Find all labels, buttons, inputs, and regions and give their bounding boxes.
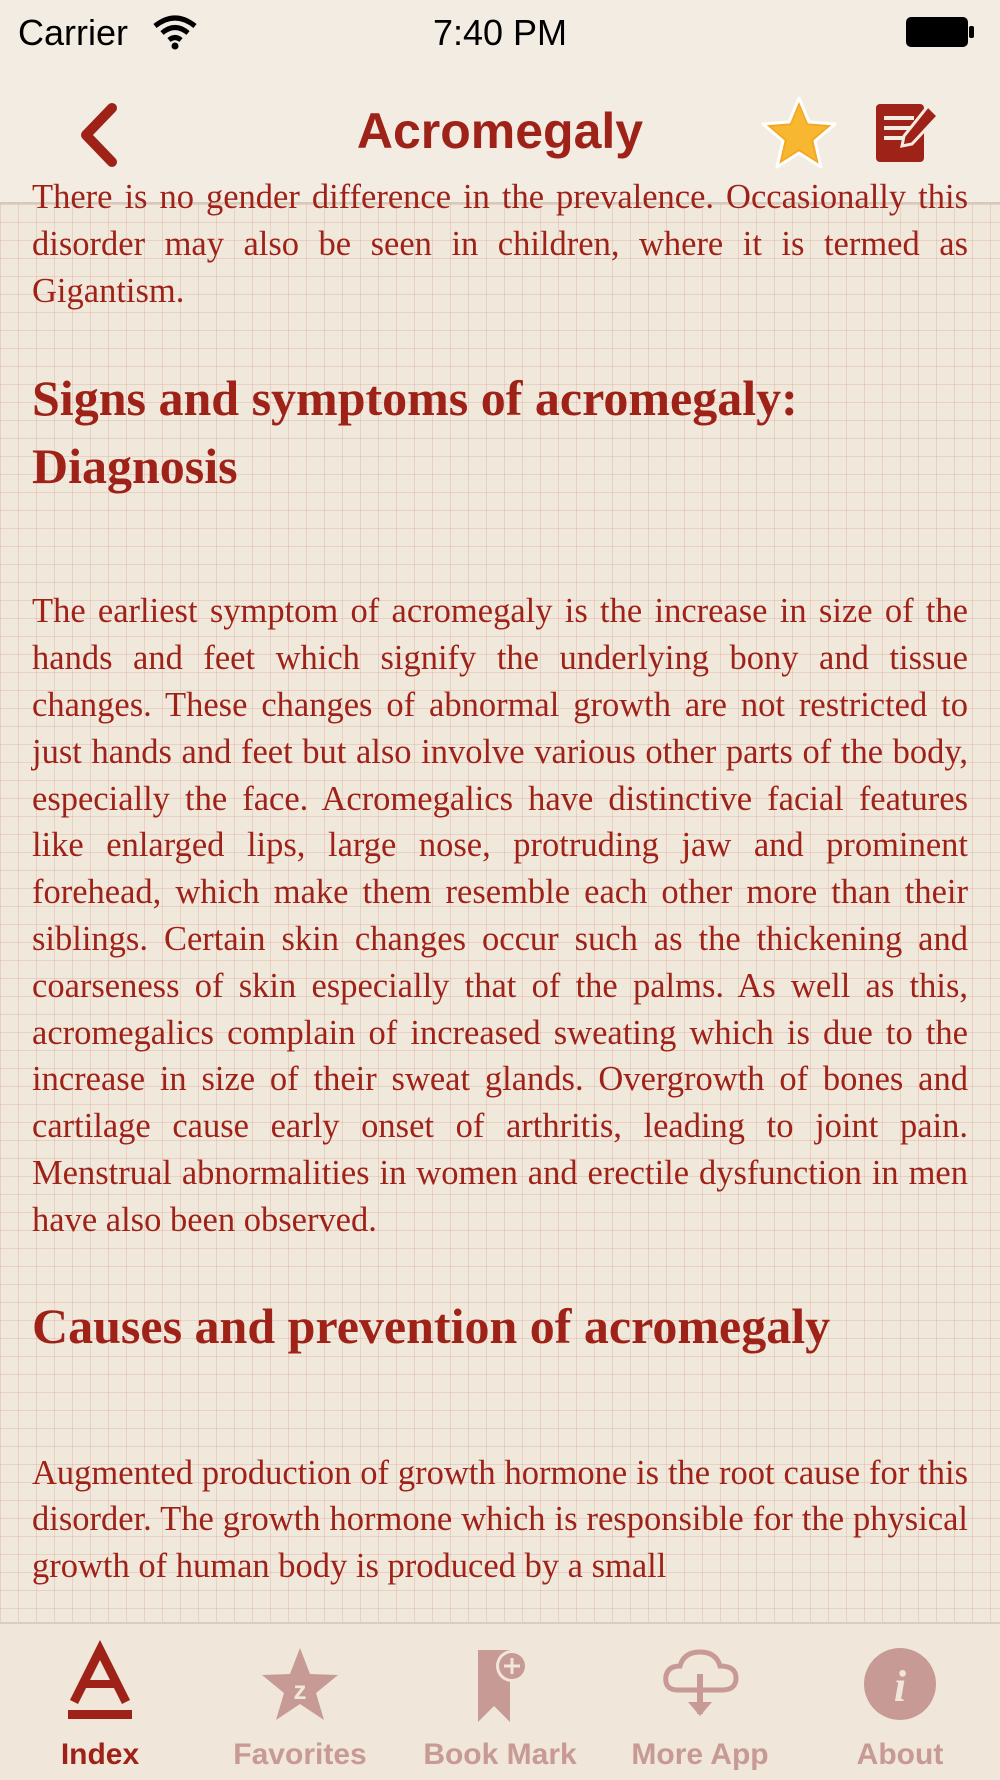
tab-bookmark-label: Book Mark — [423, 1738, 577, 1771]
page-title: Acromegaly — [356, 103, 644, 159]
svg-text:z: z — [293, 1675, 307, 1705]
intro-paragraph: There is no gender difference in the prevalence. Occasionally this disorder may also be seen in children, where it is termed as Gigantism. — [32, 178, 968, 310]
tab-favorites-label: Favorites — [233, 1738, 367, 1771]
tab-bar — [0, 1622, 1000, 1780]
tab-index-label: Index — [60, 1738, 140, 1771]
cloud-download-icon — [660, 1644, 740, 1724]
battery-icon — [905, 16, 975, 48]
article-scroll-area[interactable] — [0, 178, 1000, 1622]
status-bar — [0, 0, 1000, 66]
carrier-label: Carrier — [18, 12, 129, 53]
tab-more-app[interactable] — [600, 1624, 800, 1780]
favorite-star-button[interactable] — [760, 94, 838, 172]
article-body — [32, 174, 968, 1590]
causes-paragraph: Augmented production of growth hormone is the root cause for this disorder. The growth hormone which is responsible for the physical growth of human body is produced by a small — [32, 1453, 968, 1586]
tab-index[interactable] — [0, 1624, 200, 1780]
favorites-star-icon — [260, 1644, 340, 1724]
signs-heading: Signs and symptoms of acromegaly: Diagnosis — [32, 370, 798, 495]
tab-more-app-label: More App — [631, 1738, 769, 1771]
svg-text:i: i — [893, 1662, 907, 1711]
index-icon — [60, 1644, 140, 1724]
tab-about-label: About — [856, 1738, 944, 1771]
status-time: 7:40 PM — [432, 12, 568, 53]
tab-favorites[interactable] — [200, 1624, 400, 1780]
causes-heading: Causes and prevention of acromegaly — [32, 1297, 831, 1354]
tab-bookmark[interactable] — [400, 1624, 600, 1780]
info-icon — [860, 1644, 940, 1724]
edit-note-button[interactable] — [872, 98, 940, 166]
bookmark-icon — [460, 1644, 540, 1724]
tab-about[interactable] — [800, 1624, 1000, 1780]
signs-paragraph: The earliest symptom of acromegaly is the increase in size of the hands and feet which signify the underlying bony and tissue changes. These changes of abnormal growth are not restricted to just hands and feet but also involve various other parts of the body, especially the face. Acromegalics have distinctive facial features like enlarged lips, large nose, protruding jaw and prominent forehead, which make them resemble each other more than their siblings. Certain skin changes occur such as the thickening and coarseness of skin especially that of the palms. As well as this, acromegalics complain of increased sweating which is due to the increase in size of their sweat glands. Overgrowth of bones and cartilage cause early onset of arthritis, leading to joint pain. Menstrual abnormalities in women and erectile dysfunction in men have also been observed. — [32, 592, 968, 1239]
